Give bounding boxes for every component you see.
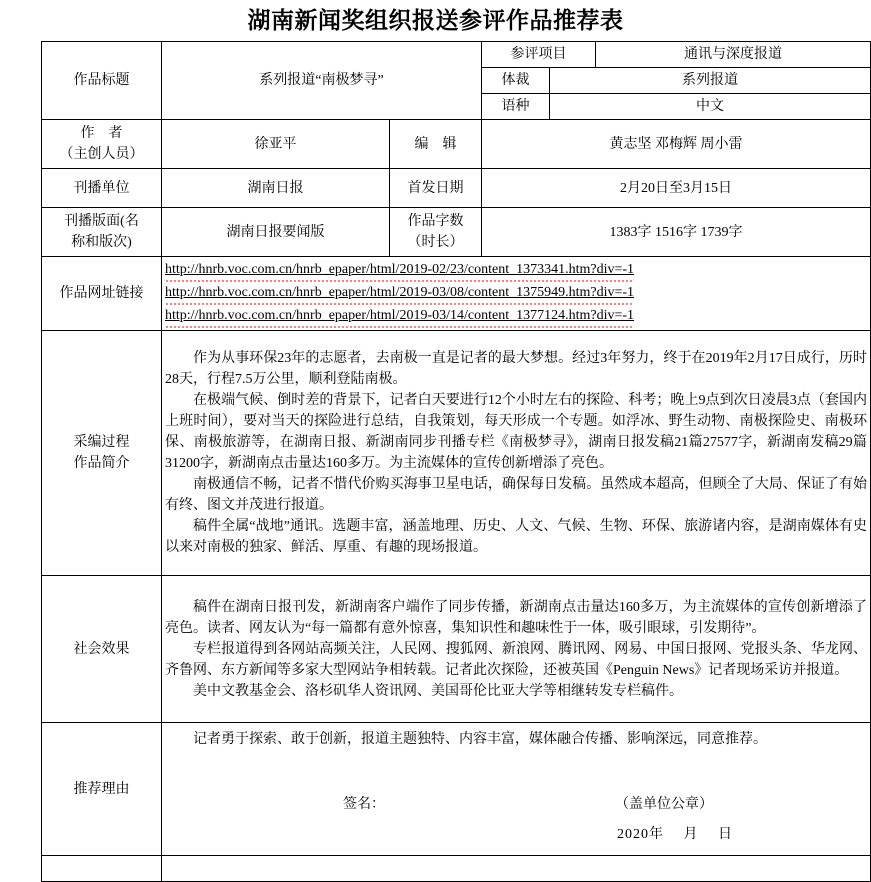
field-value-word-count: 1383字 1516字 1739字 — [482, 208, 871, 257]
effect-paragraph: 稿件在湖南日报刊发，新湖南客户端作了同步传播，新湖南点击量达160多万，为主流媒体的宣传创新增添了亮色。读者、网友认为“每一篇都有意外惊喜，集知识性和趣味性于一体，吸引眼球，引发期待”。 — [165, 599, 867, 636]
field-label-editorial-process — [42, 331, 162, 576]
work-url-link[interactable]: http://hnrb.voc.com.cn/hnrb_epaper/html/2019-02/23/content_1373341.htm?div=-1 — [165, 259, 634, 282]
recommendation-form-table — [41, 41, 871, 882]
field-label-social-effect: 社会效果 — [42, 576, 162, 723]
field-value-edition: 湖南日报要闻版 — [162, 208, 390, 257]
field-label-first-publish-date: 首发日期 — [390, 169, 482, 208]
field-label-edition — [42, 208, 162, 257]
field-value-work-urls — [162, 257, 871, 331]
field-label-editorial-process-line1: 采编过程 — [73, 435, 130, 450]
work-url-link[interactable]: http://hnrb.voc.com.cn/hnrb_epaper/html/2019-03/14/content_1377124.htm?div=-1 — [165, 305, 634, 328]
field-label-word-count-line1: 作品字数 — [407, 214, 464, 229]
field-value-author: 徐亚平 — [162, 120, 390, 169]
next-section-value-cell — [162, 856, 871, 882]
field-value-publisher: 湖南日报 — [162, 169, 390, 208]
work-url-link[interactable]: http://hnrb.voc.com.cn/hnrb_epaper/html/2019-03/08/content_1375949.htm?div=-1 — [165, 282, 634, 305]
field-value-genre: 系列报道 — [550, 68, 871, 94]
process-paragraph: 稿件全属“战地”通讯。选题丰富，涵盖地理、历史、人文、气候、生物、环保、旅游诸内容，是湖南媒体有史以来对南极的独家、鲜活、厚重、有趣的现场报道。 — [165, 519, 867, 555]
field-label-author-line2: （主创人员） — [59, 147, 144, 162]
field-label-edition-line2: 称和版次) — [71, 235, 132, 250]
table-row-recommendation-reason — [42, 723, 871, 856]
field-label-recommendation-reason: 推荐理由 — [42, 723, 162, 856]
official-seal-label: （盖单位公章） — [615, 796, 713, 812]
date-label: 2020年 月 日 — [617, 826, 733, 842]
table-row-edition — [42, 208, 871, 257]
field-label-publisher: 刊播单位 — [42, 169, 162, 208]
field-label-work-urls: 作品网址链接 — [42, 257, 162, 331]
page-title: 湖南新闻奖组织报送参评作品推荐表 — [247, 7, 624, 33]
table-row-process — [42, 331, 871, 576]
field-label-author-line1: 作 者 — [80, 126, 123, 141]
field-label-editorial-process-line2: 作品简介 — [73, 456, 130, 471]
effect-paragraph: 专栏报道得到各网站高频关注，人民网、搜狐网、新浪网、腾讯网、网易、中国日报网、党报头条、华龙网、齐鲁网、东方新闻等多家大型网站争相转载。记者此次探险，还被英国《Penguin News》记者现场采访并报道。 — [165, 641, 867, 678]
field-value-work-title: 系列报道“南极梦寻” — [162, 42, 482, 120]
table-row-publisher — [42, 169, 871, 208]
field-value-first-publish-date: 2月20日至3月15日 — [482, 169, 871, 208]
field-value-recommendation-reason — [162, 723, 871, 856]
table-row-title — [42, 42, 871, 68]
field-label-editor: 编 辑 — [390, 120, 482, 169]
table-row-urls — [42, 257, 871, 331]
process-paragraph: 南极通信不畅，记者不惜代价购买海事卫星电话，确保每日发稿。虽然成本超高，但顾全了大局、保证了有始有终、图文并茂进行报道。 — [165, 477, 867, 513]
date-row — [165, 824, 867, 850]
field-value-language: 中文 — [550, 94, 871, 120]
signature-label: 签名： — [343, 796, 385, 812]
field-label-author — [42, 120, 162, 169]
signature-row — [165, 794, 867, 820]
field-label-language: 语种 — [482, 94, 550, 120]
field-label-category: 参评项目 — [482, 42, 596, 68]
table-row-next-section-partial — [42, 856, 871, 882]
table-row-author — [42, 120, 871, 169]
field-value-editorial-process — [162, 331, 871, 576]
effect-paragraph: 美中文教基金会、洛杉矶华人资讯网、美国哥伦比亚大学等相继转发专栏稿件。 — [193, 683, 683, 699]
reason-paragraph: 记者勇于探索、敢于创新，报道主题独特、内容丰富，媒体融合传播、影响深远，同意推荐。 — [193, 731, 767, 747]
field-value-category: 通讯与深度报道 — [596, 42, 871, 68]
field-label-edition-line1: 刊播版面(名 — [64, 214, 139, 229]
table-row-social-effect — [42, 576, 871, 723]
field-label-word-count-line2: （时长） — [407, 235, 464, 250]
field-label-work-title: 作品标题 — [42, 42, 162, 120]
process-paragraph: 作为从事环保23年的志愿者，去南极一直是记者的最大梦想。经过3年努力，终于在2019年2月17日成行，历时28天，行程7.5万公里，顺利登陆南极。 — [165, 351, 867, 387]
process-paragraph: 在极端气候、倒时差的背景下，记者白天要进行12个小时左右的探险、科考；晚上9点到次日凌晨3点（套国内上班时间），要对当天的探险进行总结，自我策划，每天形成一个专题。如浮冰、野生动物、南极探险史、南极环保、南极旅游等，在湖南日报、新湖南同步刊播专栏《南极梦寻》，湖南日报发稿21篇27577字，新湖南发稿29篇31200字，新湖南点击量达160多万。为主流媒体的宣传创新增添了亮色。 — [165, 393, 867, 471]
field-value-social-effect — [162, 576, 871, 723]
next-section-label-cell — [42, 856, 162, 882]
field-label-genre: 体裁 — [482, 68, 550, 94]
field-label-word-count — [390, 208, 482, 257]
field-value-editor: 黄志坚 邓梅辉 周小雷 — [482, 120, 871, 169]
